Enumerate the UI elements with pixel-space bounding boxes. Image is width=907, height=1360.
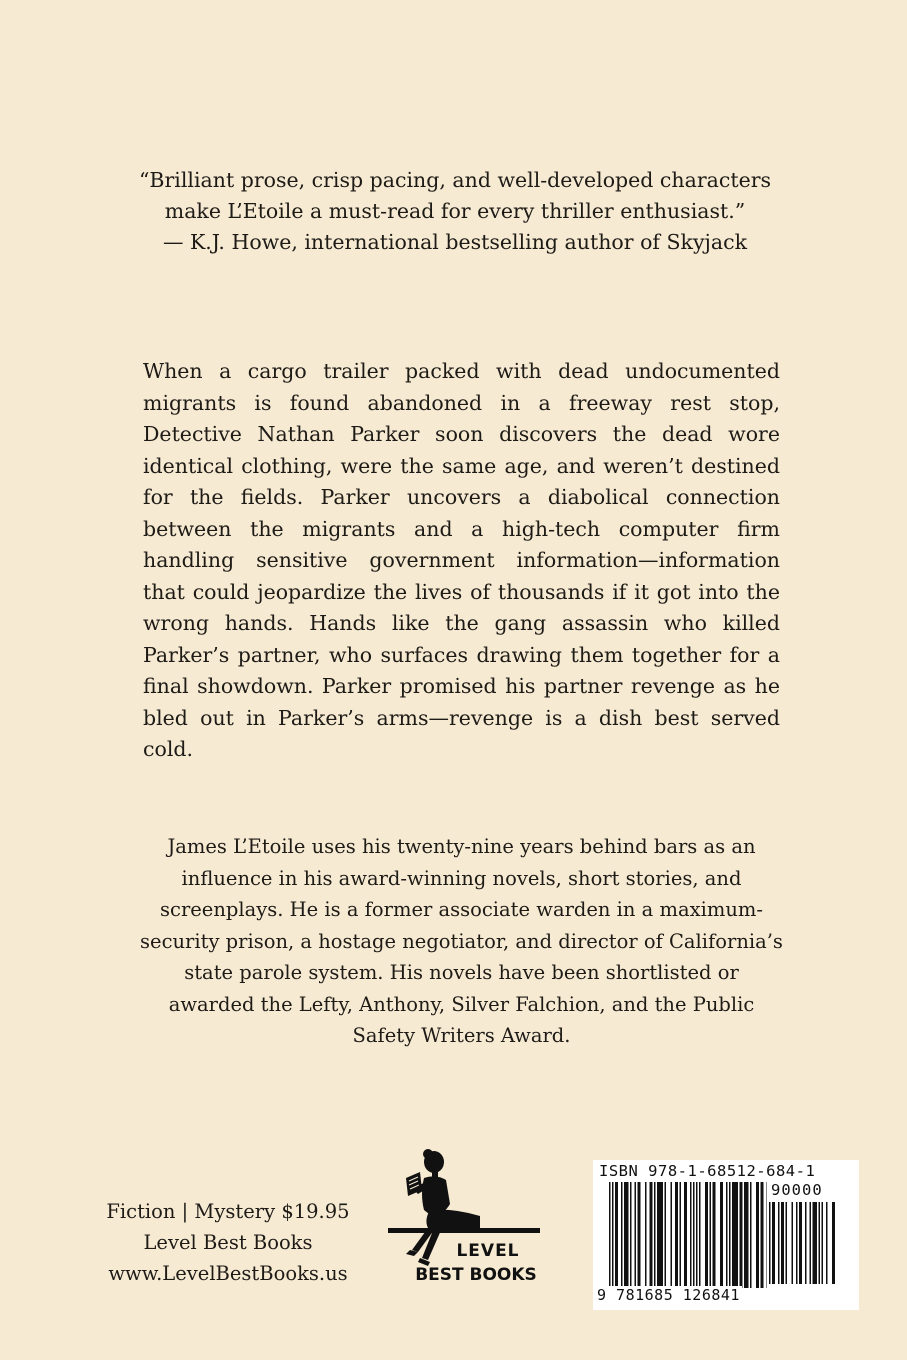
barcode-bar	[621, 1182, 623, 1288]
barcode-bar	[805, 1202, 807, 1284]
level-best-books-logo	[384, 1148, 544, 1288]
logo-line-2: BEST BOOKS	[415, 1265, 537, 1285]
barcode-bar	[696, 1182, 698, 1300]
barcode-bar	[699, 1182, 701, 1288]
barcode-bar	[781, 1202, 784, 1284]
endorsement-quote	[120, 165, 790, 258]
logo-line-1: LEVEL	[456, 1241, 520, 1261]
barcode-bar	[671, 1182, 673, 1288]
barcode-bar	[638, 1182, 641, 1288]
isbn-barcode	[593, 1160, 859, 1310]
barcode-bar	[635, 1182, 637, 1288]
quote-attribution: — K.J. Howe, international bestselling author of Skyjack	[162, 230, 748, 254]
barcode-bar	[799, 1202, 802, 1284]
author-bio: James L’Etoile uses his twenty-nine years behind bars as an influence in his award-winning novels, short stories, and screenplays. He is a former associate warden in a maximum-security prison, a hostage negotiator, and director of California’s state parole system. His novels have been shortlisted or awarded the Lefty, Anthony, Silver Falchion, and the Public Safety Writers Award.	[140, 835, 783, 1047]
reading-woman-icon	[384, 1148, 544, 1288]
barcode-bar	[778, 1202, 780, 1284]
addon-bars	[769, 1202, 853, 1296]
barcode-bar	[726, 1182, 728, 1288]
barcode-bar	[819, 1202, 821, 1284]
barcode-bar	[645, 1182, 647, 1288]
publisher-website: www.LevelBestBooks.us	[108, 1262, 348, 1285]
barcode-bar	[609, 1182, 611, 1300]
quote-line-2: make L’Etoile a must-read for every thriller enthusiast.”	[164, 199, 746, 223]
barcode-bar	[720, 1182, 723, 1288]
barcode-bar	[744, 1182, 749, 1288]
isbn-label: ISBN 978-1-68512-684-1	[599, 1162, 816, 1180]
barcode-bar	[756, 1182, 759, 1288]
book-synopsis: When a cargo trailer packed with dead undocumented migrants is found abandoned in a freeway rest stop, Detective Nathan Parker soon discovers the dead wore identical clothing, were the same age, and weren’t destined for the fields. Parker uncovers a diabolical connection between the migrants and a high-tech computer firm handling sensitive government information—information that could jeopardize the lives of thousands if it got into the wrong hands. Hands like the gang assassin who killed Parker’s partner, who surfaces drawing them together for a final showdown. Parker promised his partner revenge as he bled out in Parker’s arms—revenge is a dish best served cold.	[143, 359, 780, 761]
barcode-bar	[761, 1182, 764, 1288]
barcode-bar	[822, 1202, 824, 1284]
category-price: Fiction | Mystery $19.95	[106, 1200, 350, 1223]
barcode-bar	[690, 1182, 692, 1300]
barcode-bar	[732, 1182, 738, 1288]
quote-line-1: “Brilliant prose, crisp pacing, and well-developed characters	[138, 168, 772, 192]
ean-digits: 9 781685 126841	[597, 1286, 740, 1304]
barcode-bar	[810, 1202, 812, 1284]
publisher-info	[88, 1196, 368, 1289]
barcode-bar	[630, 1182, 632, 1288]
barcode-bar	[665, 1182, 667, 1288]
barcode-bar	[713, 1182, 716, 1288]
barcode-bar	[813, 1202, 818, 1284]
barcode-bar	[654, 1182, 656, 1288]
barcode-bar	[796, 1202, 798, 1284]
barcode-bar	[767, 1182, 768, 1288]
barcode-bar	[786, 1202, 788, 1284]
barcode-bar	[705, 1182, 708, 1288]
barcode-bar	[750, 1182, 752, 1288]
barcode-bar	[624, 1182, 629, 1288]
barcode-bar	[693, 1182, 695, 1300]
ean-bars	[609, 1182, 767, 1300]
barcode-bar	[832, 1202, 835, 1284]
barcode-bar	[680, 1182, 682, 1288]
barcode-bar	[772, 1202, 775, 1284]
barcode-bar	[612, 1182, 614, 1300]
barcode-bar	[615, 1182, 618, 1288]
barcode-bar	[684, 1182, 687, 1288]
barcode-bar	[826, 1202, 828, 1284]
barcode-bar	[650, 1182, 653, 1288]
price-addon-code: 90000	[771, 1181, 823, 1199]
barcode-bar	[675, 1182, 678, 1288]
barcode-bar	[792, 1202, 794, 1284]
barcode-bar	[710, 1182, 712, 1288]
barcode-bar	[729, 1182, 731, 1288]
publisher-name: Level Best Books	[143, 1231, 313, 1254]
barcode-bar	[740, 1182, 743, 1288]
barcode-bar	[769, 1202, 771, 1284]
barcode-bar	[657, 1182, 663, 1288]
